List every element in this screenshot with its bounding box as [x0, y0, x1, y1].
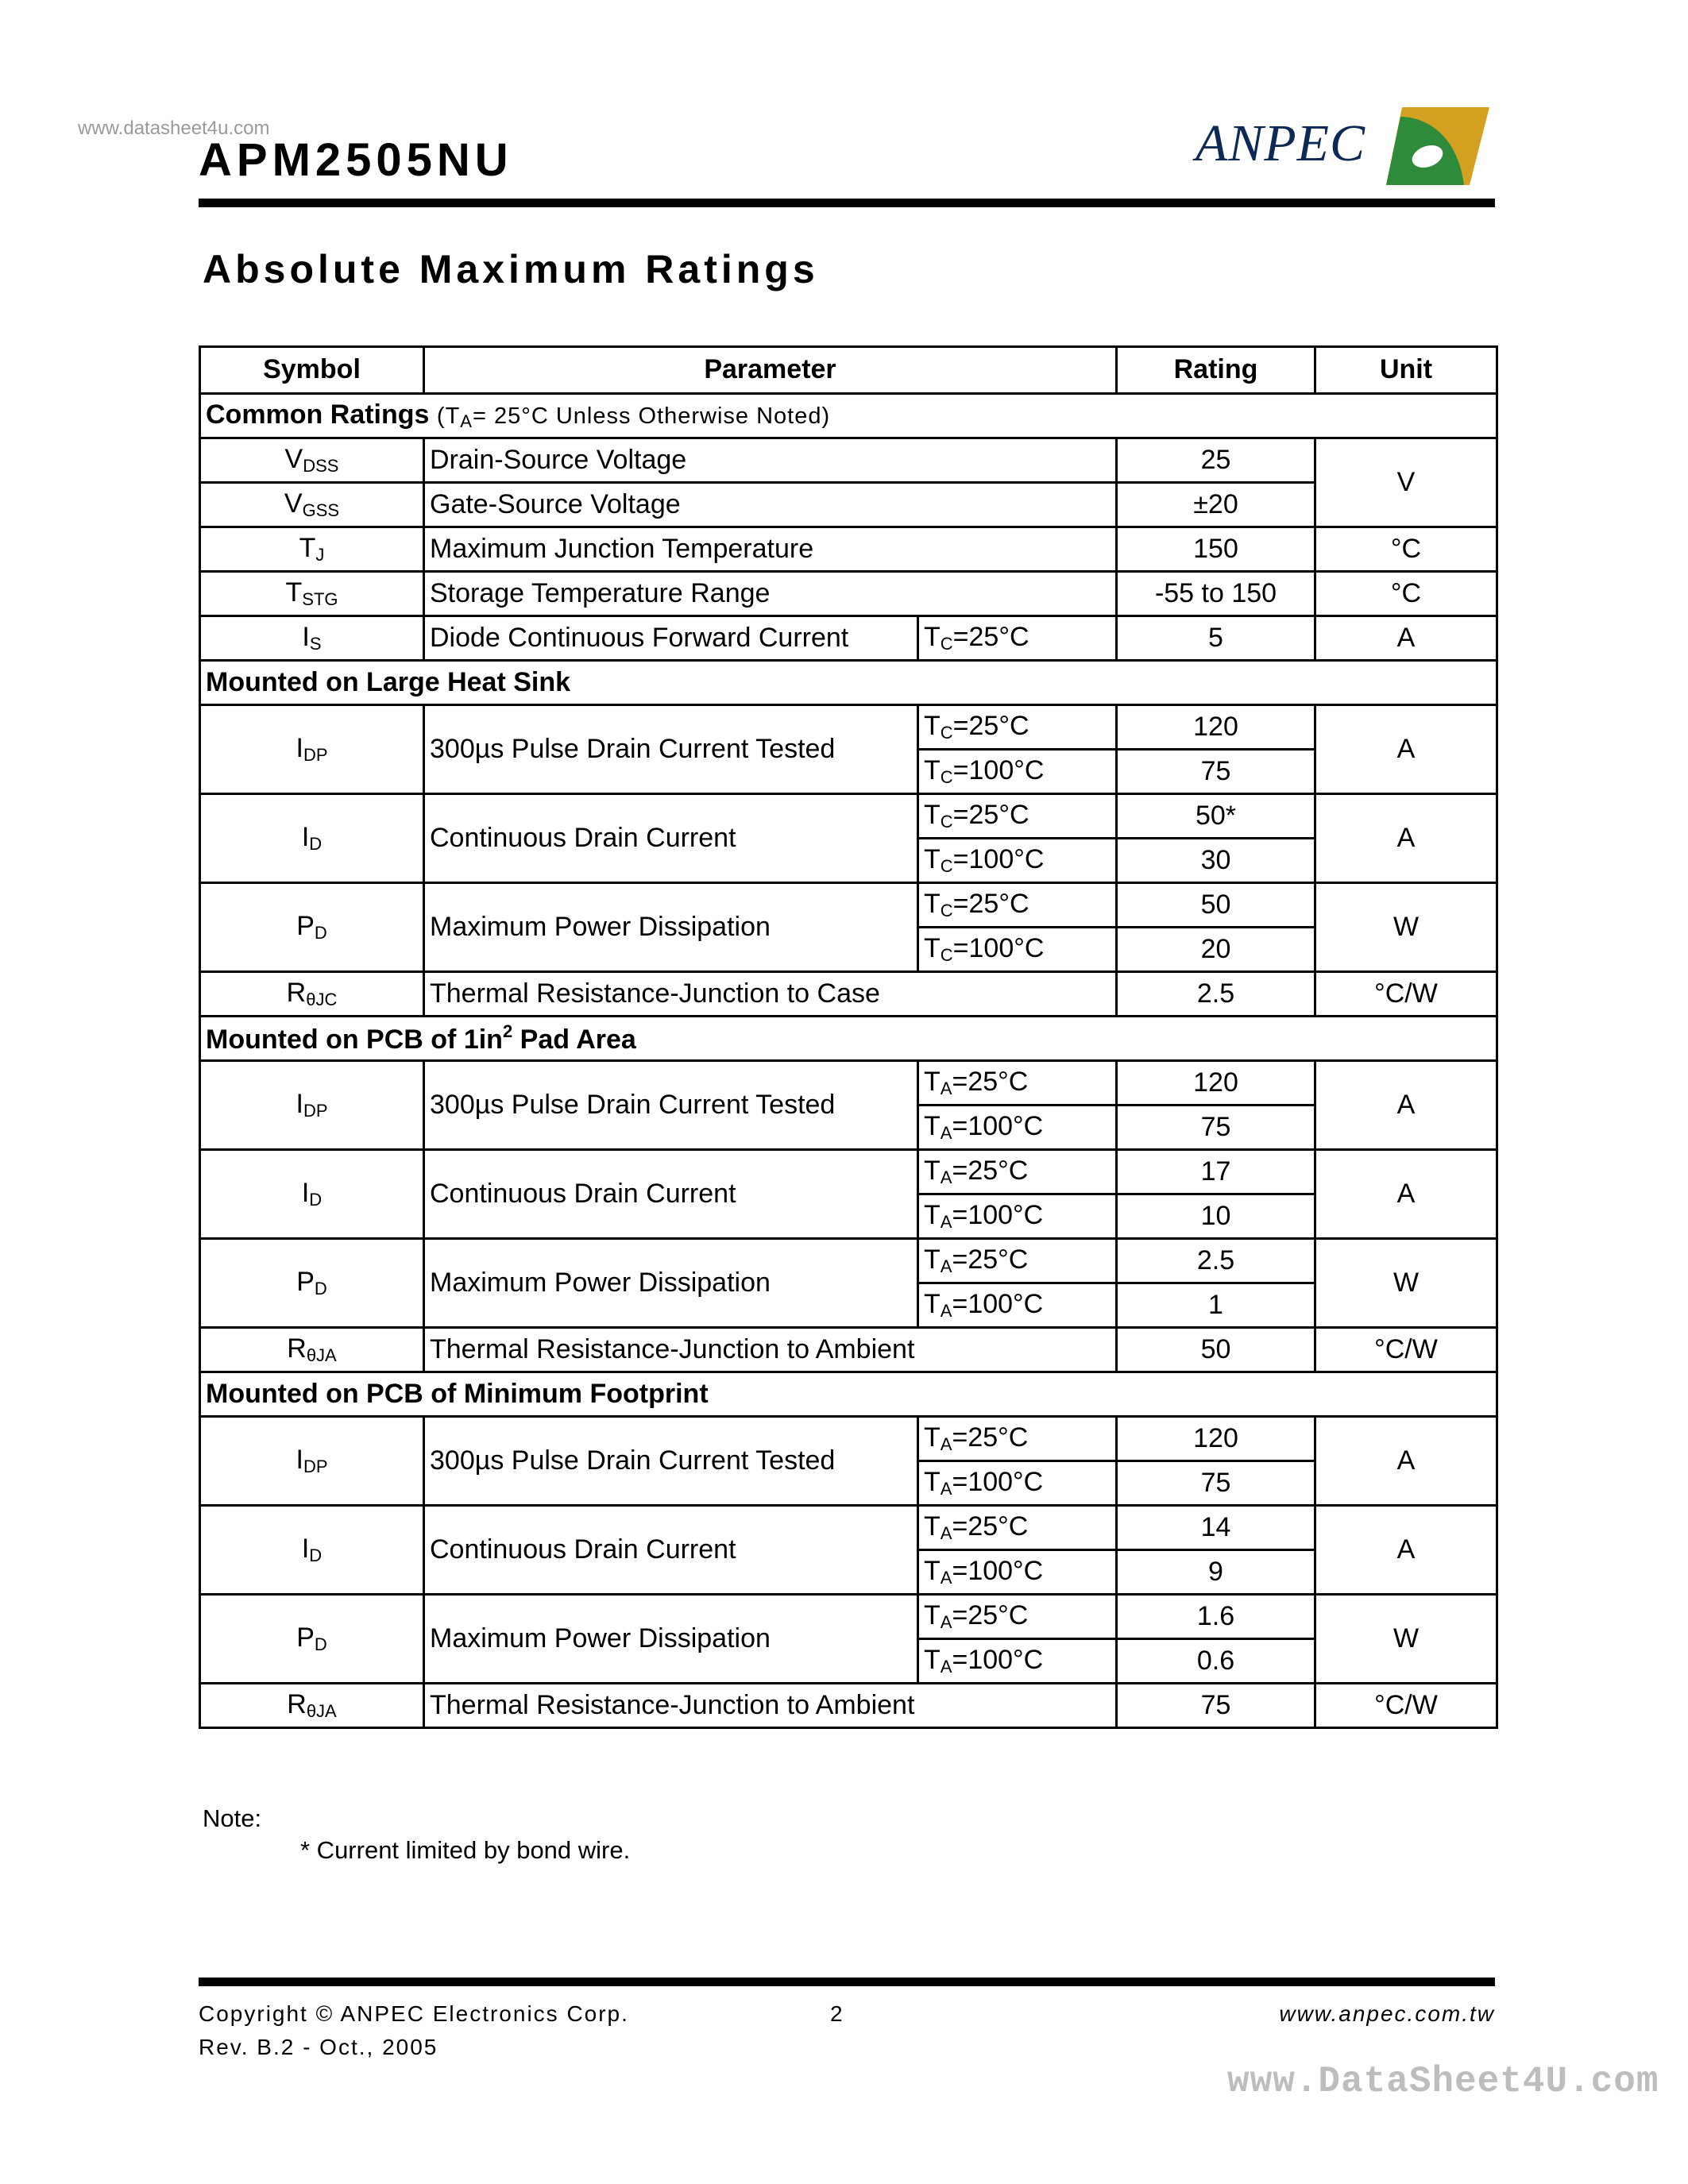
section-row-common — [200, 394, 1497, 438]
condition-cell: $T_A=100^\circ C$ — [918, 1461, 1117, 1506]
symbol-cell: $R_{\theta JA}$ — [200, 1684, 424, 1728]
symbol-cell: $R_{\theta JC}$ — [200, 972, 424, 1017]
rating-cell: 50 — [1117, 883, 1315, 928]
header-unit: Unit — [1315, 347, 1497, 394]
symbol-cell: $I_D$ — [200, 1150, 424, 1239]
symbol-cell: $P_D$ — [200, 883, 424, 972]
rating-cell: 20 — [1117, 928, 1315, 972]
section-large-heat-sink: Mounted on Large Heat Sink — [200, 661, 1497, 705]
unit-cell: A — [1315, 794, 1497, 883]
rating-cell: 120 — [1117, 1417, 1315, 1461]
table-row — [200, 1239, 1497, 1283]
parameter-cell: Continuous Drain Current — [424, 1150, 918, 1239]
rating-cell: 30 — [1117, 839, 1315, 883]
revision-text: Rev. B.2 - Oct., 2005 — [199, 2035, 438, 2059]
section-common-ratings — [200, 394, 1497, 438]
table-row — [200, 794, 1497, 839]
parameter-cell: 300µs Pulse Drain Current Tested — [424, 1417, 918, 1506]
absolute-maximum-ratings-table — [199, 345, 1498, 1729]
rating-cell: 17 — [1117, 1150, 1315, 1194]
table-row — [200, 1684, 1497, 1728]
parameter-cell: Gate-Source Voltage — [424, 483, 1117, 527]
unit-cell: W — [1315, 1239, 1497, 1328]
table-row — [200, 1595, 1497, 1639]
header-symbol: Symbol — [200, 347, 424, 394]
parameter-cell: 300µs Pulse Drain Current Tested — [424, 705, 918, 794]
parameter-cell: Drain-Source Voltage — [424, 438, 1117, 483]
symbol-cell: $I_{DP}$ — [200, 705, 424, 794]
parameter-cell: Maximum Power Dissipation — [424, 883, 918, 972]
table-row — [200, 972, 1497, 1017]
parameter-cell: 300µs Pulse Drain Current Tested — [424, 1061, 918, 1150]
condition-cell: $T_A=25^\circ C$ — [918, 1061, 1117, 1106]
part-number-title: APM2505NU — [199, 134, 513, 186]
note-label: Note: — [203, 1804, 262, 1832]
copyright-text: Copyright © ANPEC Electronics Corp. — [199, 2001, 629, 2026]
symbol-cell: $P_D$ — [200, 1595, 424, 1684]
table-header-row — [200, 347, 1497, 394]
rating-cell: 5 — [1117, 616, 1315, 661]
parameter-cell: Maximum Power Dissipation — [424, 1239, 918, 1328]
rating-cell: 50 — [1117, 1328, 1315, 1372]
watermark-top: www.datasheet4u.com — [78, 118, 270, 139]
website-link[interactable]: www.anpec.com.tw — [1279, 2001, 1495, 2026]
condition-cell: $T_C=25^\circ C$ — [918, 794, 1117, 839]
table-row — [200, 883, 1497, 928]
condition-cell: $T_A=100^\circ C$ — [918, 1550, 1117, 1595]
footer-rule — [199, 1978, 1495, 1986]
rating-cell: ±20 — [1117, 483, 1315, 527]
symbol-cell: $I_{DP}$ — [200, 1061, 424, 1150]
unit-cell: °C/W — [1315, 972, 1497, 1017]
unit-cell: A — [1315, 1506, 1497, 1595]
company-logo — [1196, 99, 1497, 187]
section-title-text: Common Ratings — [206, 399, 430, 430]
symbol-cell: $I_{DP}$ — [200, 1417, 424, 1506]
page-number: 2 — [830, 2001, 843, 2026]
unit-cell: A — [1315, 1417, 1497, 1506]
table-row — [200, 527, 1497, 572]
watermark-bottom: www.DataSheet4U.com — [1227, 2061, 1659, 2102]
rating-cell: 75 — [1117, 1461, 1315, 1506]
parameter-cell: Thermal Resistance-Junction to Ambient — [424, 1328, 1117, 1372]
symbol-cell: $V_{DSS}$ — [200, 438, 424, 483]
symbol-cell: $I_D$ — [200, 1506, 424, 1595]
parameter-cell: Storage Temperature Range — [424, 572, 1117, 616]
logo-emblem-icon — [1370, 99, 1497, 187]
rating-cell: 9 — [1117, 1550, 1315, 1595]
unit-cell: °C/W — [1315, 1684, 1497, 1728]
table-row — [200, 1417, 1497, 1461]
parameter-cell: Maximum Power Dissipation — [424, 1595, 918, 1684]
parameter-cell: Thermal Resistance-Junction to Case — [424, 972, 1117, 1017]
condition-cell: $T_A=100^\circ C$ — [918, 1283, 1117, 1328]
table-row — [200, 1506, 1497, 1550]
logo-text: ANPEC — [1196, 114, 1365, 172]
condition-cell: $T_A=25^\circ C$ — [918, 1506, 1117, 1550]
table-row — [200, 616, 1497, 661]
condition-cell: $T_A=25^\circ C$ — [918, 1239, 1117, 1283]
section-pcb-pad-area: Mounted on PCB of $1in^2$ Pad Area — [200, 1017, 1497, 1061]
condition-cell: $T_C=25^\circ C$ — [918, 705, 1117, 750]
table-row — [200, 483, 1497, 527]
condition-cell: $T_A=100^\circ C$ — [918, 1106, 1117, 1150]
rating-cell: 50* — [1117, 794, 1315, 839]
symbol-cell: $R_{\theta JA}$ — [200, 1328, 424, 1372]
symbol-cell: $T_{STG}$ — [200, 572, 424, 616]
unit-cell: V — [1315, 438, 1497, 527]
condition-cell: $T_C=100^\circ C$ — [918, 839, 1117, 883]
rating-cell: 25 — [1117, 438, 1315, 483]
rating-cell: 10 — [1117, 1194, 1315, 1239]
section-row-heatsink — [200, 661, 1497, 705]
rating-cell: 120 — [1117, 1061, 1315, 1106]
parameter-cell: Diode Continuous Forward Current — [424, 616, 918, 661]
condition-cell: $T_A=100^\circ C$ — [918, 1194, 1117, 1239]
condition-cell: $T_A=100^\circ C$ — [918, 1639, 1117, 1684]
parameter-cell: Continuous Drain Current — [424, 794, 918, 883]
symbol-cell: $V_{GSS}$ — [200, 483, 424, 527]
header-rule — [199, 199, 1495, 207]
unit-cell: °C — [1315, 572, 1497, 616]
unit-cell: W — [1315, 1595, 1497, 1684]
unit-cell: W — [1315, 883, 1497, 972]
rating-cell: 150 — [1117, 527, 1315, 572]
condition-cell: $T_A=25^\circ C$ — [918, 1150, 1117, 1194]
rating-cell: 1 — [1117, 1283, 1315, 1328]
rating-cell: 2.5 — [1117, 972, 1315, 1017]
table-row — [200, 572, 1497, 616]
rating-cell: 120 — [1117, 705, 1315, 750]
rating-cell: 14 — [1117, 1506, 1315, 1550]
unit-cell: °C — [1315, 527, 1497, 572]
rating-cell: 75 — [1117, 750, 1315, 794]
section-pcb-minimum-footprint: Mounted on PCB of Minimum Footprint — [200, 1372, 1497, 1417]
header-rating: Rating — [1117, 347, 1315, 394]
symbol-cell: $P_D$ — [200, 1239, 424, 1328]
table-row — [200, 705, 1497, 750]
table-row — [200, 1061, 1497, 1106]
section-condition-note: ($T_A= 25^\circ C$ Unless Otherwise Noted) — [436, 403, 831, 431]
rating-cell: 0.6 — [1117, 1639, 1315, 1684]
condition-cell: $T_C=25^\circ C$ — [918, 883, 1117, 928]
condition-cell: $T_C=100^\circ C$ — [918, 750, 1117, 794]
condition-cell: $T_C=100^\circ C$ — [918, 928, 1117, 972]
unit-cell: A — [1315, 705, 1497, 794]
section-title: Absolute Maximum Ratings — [203, 247, 819, 291]
table-row — [200, 1150, 1497, 1194]
parameter-cell: Continuous Drain Current — [424, 1506, 918, 1595]
note-item: * Current limited by bond wire. — [300, 1836, 631, 1864]
table-row — [200, 1328, 1497, 1372]
rating-cell: 1.6 — [1117, 1595, 1315, 1639]
unit-cell: °C/W — [1315, 1328, 1497, 1372]
rating-cell: 2.5 — [1117, 1239, 1315, 1283]
section-row-pcb-pad — [200, 1017, 1497, 1061]
symbol-cell: $I_D$ — [200, 794, 424, 883]
rating-cell: 75 — [1117, 1684, 1315, 1728]
unit-cell: A — [1315, 1061, 1497, 1150]
parameter-cell: Thermal Resistance-Junction to Ambient — [424, 1684, 1117, 1728]
condition-cell: $T_A=25^\circ C$ — [918, 1417, 1117, 1461]
symbol-cell: $I_S$ — [200, 616, 424, 661]
rating-cell: -55 to 150 — [1117, 572, 1315, 616]
condition-cell: $T_A=25^\circ C$ — [918, 1595, 1117, 1639]
symbol-cell: $T_J$ — [200, 527, 424, 572]
header-parameter: Parameter — [424, 347, 1117, 394]
rating-cell: 75 — [1117, 1106, 1315, 1150]
unit-cell: A — [1315, 1150, 1497, 1239]
section-row-pcb-min — [200, 1372, 1497, 1417]
condition-cell: $T_C=25^\circ C$ — [918, 616, 1117, 661]
parameter-cell: Maximum Junction Temperature — [424, 527, 1117, 572]
table-row — [200, 438, 1497, 483]
unit-cell: A — [1315, 616, 1497, 661]
